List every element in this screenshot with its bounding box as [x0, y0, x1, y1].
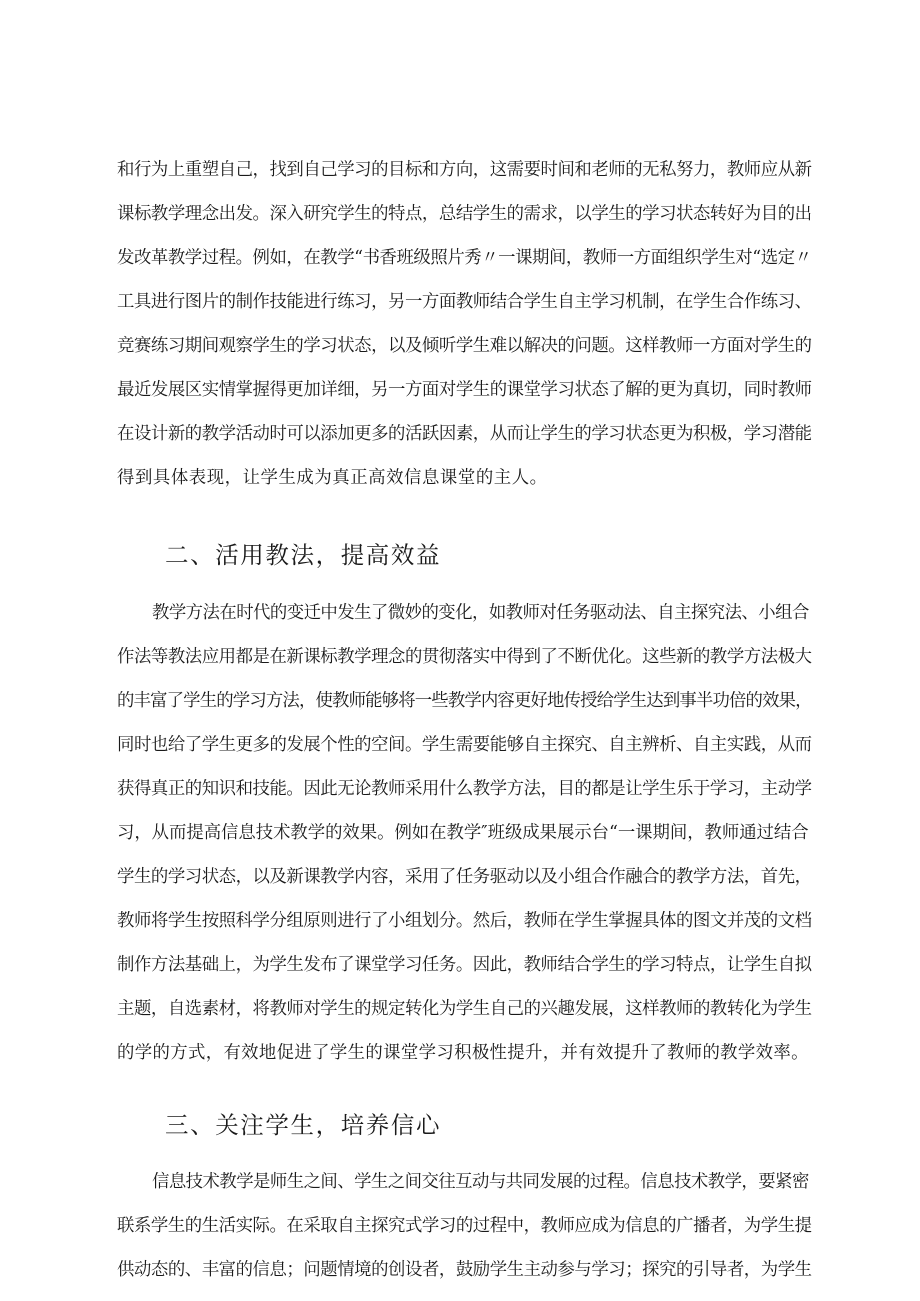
- paragraph-line: 供动态的、丰富的信息；问题情境的创设者，鼓励学生主动参与学习；探究的引导者，为学生: [117, 1260, 812, 1280]
- paragraph-line: 教师将学生按照科学分组原则进行了小组划分。然后，教师在学生掌握具体的图文并茂的文档: [117, 911, 812, 931]
- paragraph-line: 作法等教法应用都是在新课标教学理念的贯彻落实中得到了不断优化。这些新的教学方法极大: [117, 647, 812, 667]
- paragraph-line: 同时也给了学生更多的发展个性的空间。学生需要能够自主探究、自主辨析、自主实践，从而: [117, 735, 812, 755]
- paragraph-line: 制作方法基础上，为学生发布了课堂学习任务。因此，教师结合学生的学习特点，让学生自拟: [117, 955, 812, 975]
- paragraph-line: 联系学生的生活实际。在采取自主探究式学习的过程中，教师应成为信息的广播者，为学生提: [117, 1216, 812, 1236]
- paragraph-line: 和行为上重塑自己，找到自己学习的目标和方向，这需要时间和老师的无私努力，教师应从新: [117, 160, 812, 180]
- paragraph-line: 习，从而提高信息技术教学的效果。例如在教学″班级成果展示台“一课期间，教师通过结合: [117, 823, 809, 843]
- paragraph-line: 信息技术教学是师生之间、学生之间交往互动与共同发展的过程。信息技术教学，要紧密: [152, 1172, 809, 1192]
- section-heading-2: 二、活用教法，提高效益: [165, 541, 442, 569]
- paragraph-line: 获得真正的知识和技能。因此无论教师采用什么教学方法，目的都是让学生乐于学习，主动学: [117, 779, 812, 799]
- paragraph-line: 教学方法在时代的变迁中发生了微妙的变化，如教师对任务驱动法、自主探究法、小组合: [152, 603, 809, 623]
- paragraph-line: 竞赛练习期间观察学生的学习状态，以及倾听学生难以解决的问题。这样教师一方面对学生的: [117, 336, 812, 356]
- paragraph-line: 得到具体表现，让学生成为真正高效信息课堂的主人。: [117, 468, 548, 488]
- paragraph-line: 的学的方式，有效地促进了学生的课堂学习积极性提升，并有效提升了教师的教学效率。: [117, 1043, 809, 1063]
- paragraph-line: 工具进行图片的制作技能进行练习，另一方面教师结合学生自主学习机制，在学生合作练习、: [117, 292, 812, 312]
- paragraph-line: 发改革教学过程。例如，在教学“书香班级照片秀〃一课期间，教师一方面组织学生对“选定〃: [117, 248, 812, 268]
- paragraph-line: 的丰富了学生的学习方法，使教师能够将一些教学内容更好地传授给学生达到事半功倍的效果，: [117, 691, 812, 711]
- paragraph-line: 课标教学理念出发。深入研究学生的特点，总结学生的需求，以学生的学习状态转好为目的出: [117, 204, 812, 224]
- paragraph-line: 在设计新的教学活动时可以添加更多的活跃因素，从而让学生的学习状态更为积极，学习潜能: [117, 424, 812, 444]
- paragraph-line: 学生的学习状态，以及新课教学内容，采用了任务驱动以及小组合作融合的教学方法，首先，: [117, 867, 812, 887]
- paragraph-line: 主题，自选素材，将教师对学生的规定转化为学生自己的兴趣发展，这样教师的教转化为学生: [117, 999, 812, 1019]
- section-heading-3: 三、关注学生，培养信心: [165, 1111, 442, 1139]
- paragraph-line: 最近发展区实情掌握得更加详细，另一方面对学生的课堂学习状态了解的更为真切，同时教师: [117, 380, 812, 400]
